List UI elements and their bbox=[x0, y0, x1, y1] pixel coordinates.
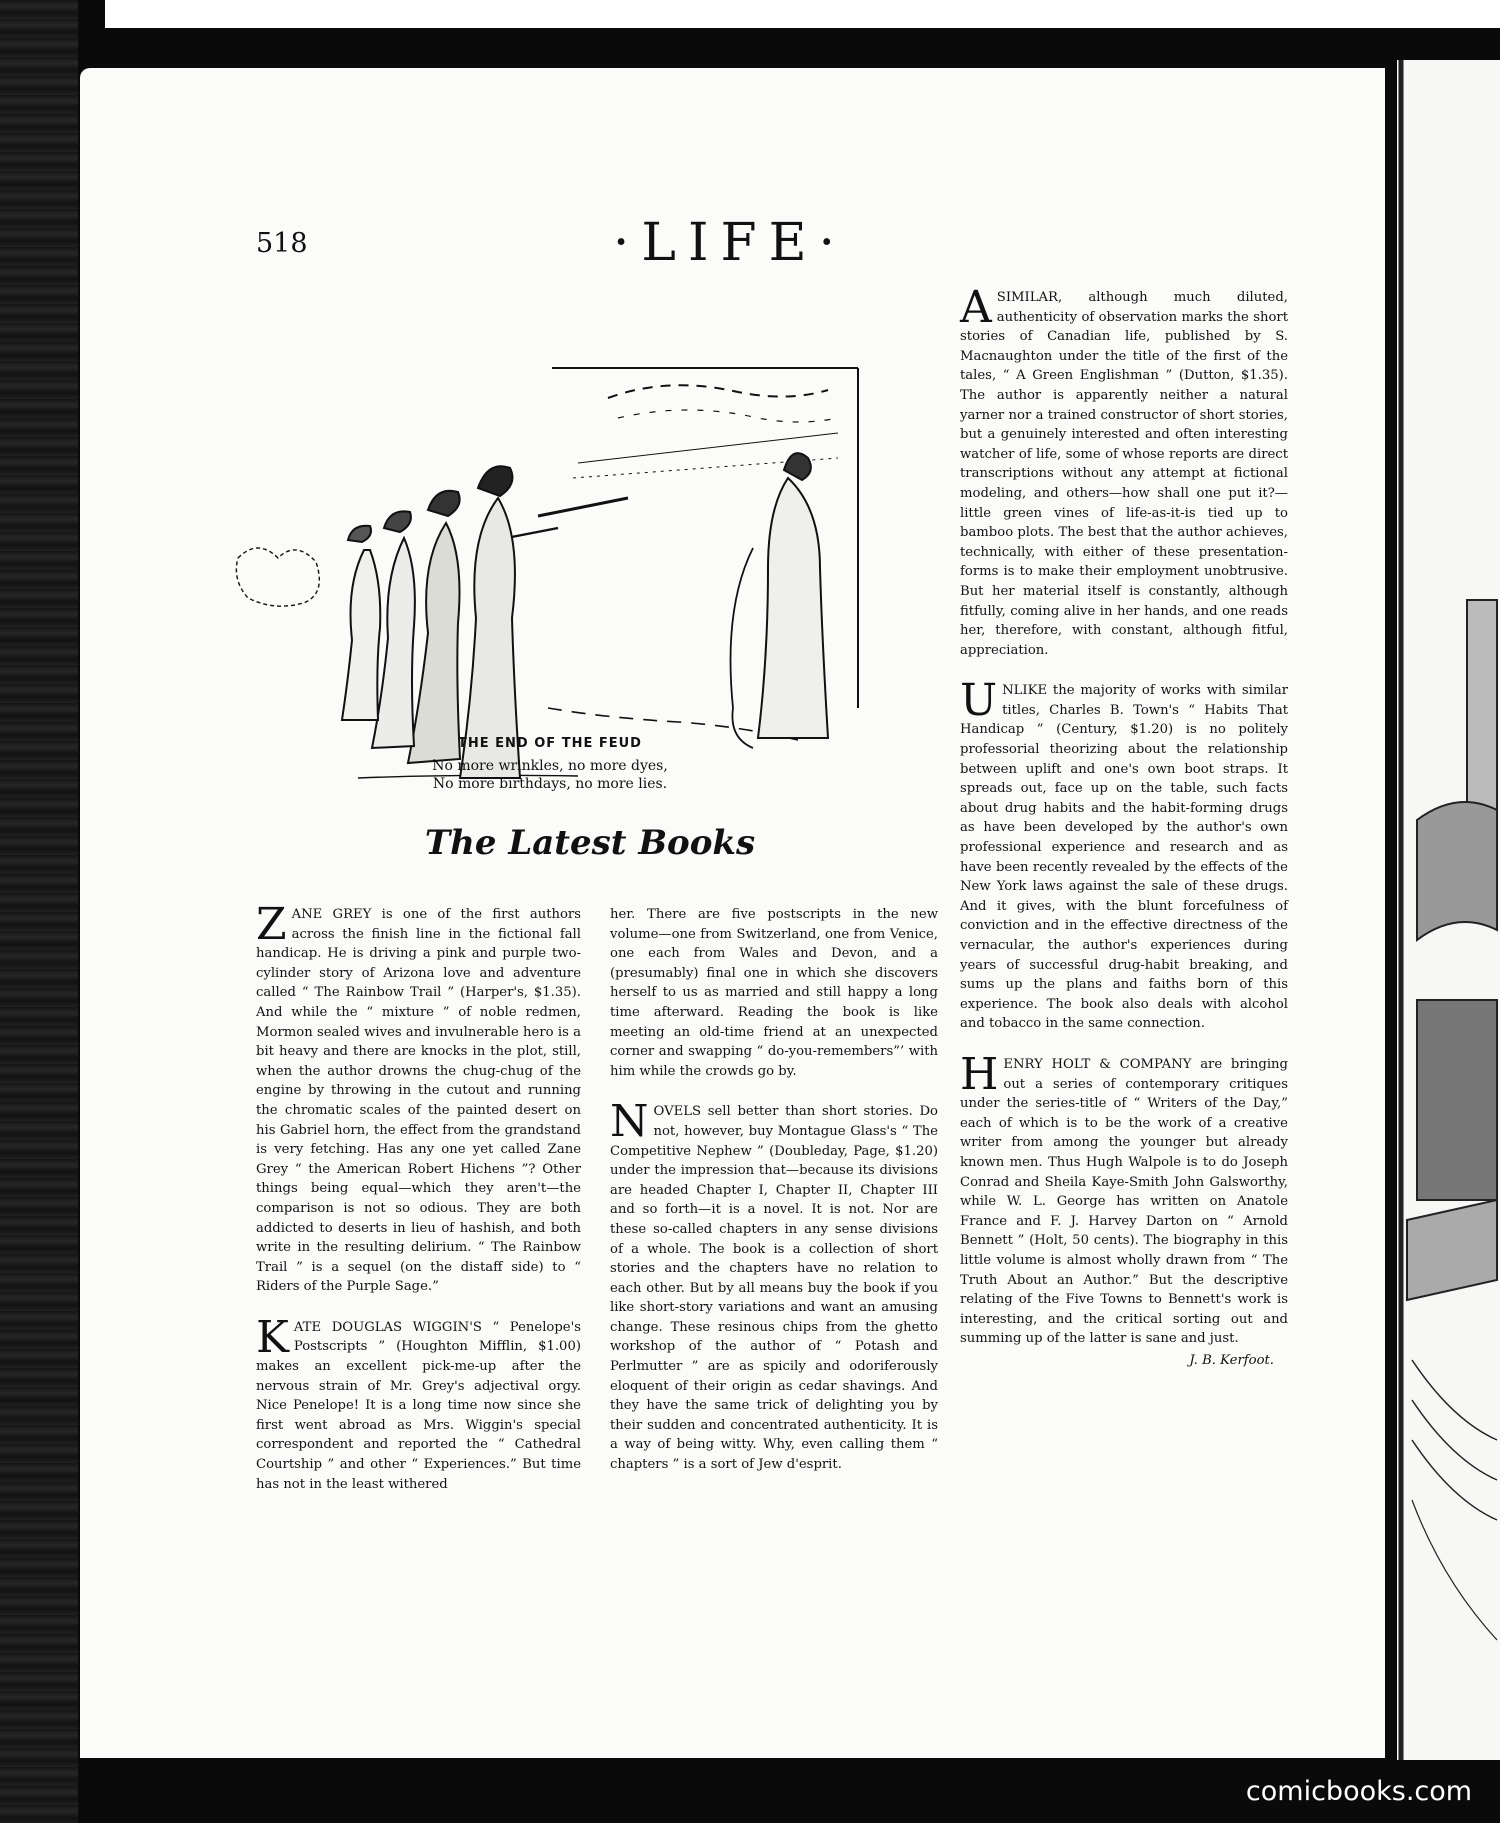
caption-line-2: No more birthdays, no more lies. bbox=[432, 776, 668, 792]
paragraph-postscripts bbox=[610, 905, 938, 1081]
facing-page-illustration bbox=[1397, 60, 1500, 1760]
paragraph-text: SIMILAR, although much diluted, authenticity of observation marks the short stories of Canadian life, published by S. Macnaughton under the title of the first of the tales, “ A Green Englishman ” (Dutton, $1.35). The author is apparently neither a natural yarner nor a trained constructor of short stories, but a genuinely interested and often interesting watcher of life, some of whose reports are direct transcriptions without any attempt at fictional modeling, and others—how shall one put it?—little green vines of life-as-it-is tied up to bamboo plots. The best that the author achieves, technically, with either of these presentation-forms is to make their employment unobtrusive. But her material itself is constantly, although fitfully, coming alive in her hands, and one reads her, therefore, with constant, although fitful, appreciation. bbox=[960, 290, 1288, 658]
paragraph-text: NLIKE the majority of works with similar titles, Charles B. Town's “ Habits That Handicap ” (Century, $1.20) is no politely professorial theorizing about the relationship between uplift and one's own boot straps. It spreads out, face up on the table, such facts about drug habits and the habit-forming drugs as have been developed by the author's own professional experience and research and as have been recently revealed by the effects of the New York laws against the sale of these drugs. And it gives, with the blunt forcefulness of conviction and in the effective directness of the vernacular, the author's experiences during years of successful drug-habit breaking, and sums up the plans and faiths born of this experience. The book also deals with alcohol and tobacco in the same connection. bbox=[960, 683, 1288, 1032]
drop-cap: U bbox=[960, 675, 998, 727]
article-title: The Latest Books bbox=[424, 823, 756, 863]
scan-top-strip bbox=[105, 0, 1500, 28]
magazine-page bbox=[80, 68, 1385, 1758]
paragraph-text: ENRY HOLT & COMPANY are bringing out a series of contemporary critiques under the series-title of “ Writers of the Day,” each of which is to be the work of a creative writer from among the younger but already known men. Thus Hugh Walpole is to do Joseph Conrad and Sheila Kaye-Smith John Galsworthy, while W. L. George has written on Anatole France and F. J. Harvey Darton on “ Arnold Bennett ” (Holt, 50 cents). The biography in this little volume is almost wholly drawn from “ The Truth About an Author.” But the descriptive relating of the Five Towns to Bennett's work is interesting, and the critical sorting out and summing up of the latter is sane and just. bbox=[960, 1056, 1288, 1347]
article-column-2 bbox=[610, 905, 938, 1496]
paragraph-henry-holt bbox=[960, 1048, 1288, 1349]
caption-line-1: No more wrinkles, no more dyes, bbox=[432, 758, 668, 774]
article-column-3 bbox=[960, 282, 1288, 1370]
paragraph-kate-wiggin bbox=[256, 1311, 581, 1494]
watermark: comicbooks.com bbox=[1245, 1776, 1473, 1807]
drop-cap: N bbox=[610, 1096, 649, 1148]
paragraph-habits-handicap bbox=[960, 675, 1288, 1034]
paragraph-novels bbox=[610, 1096, 938, 1474]
drop-cap: K bbox=[256, 1311, 289, 1363]
paragraph-text: ANE GREY is one of the first authors across the finish line in the fictional fall handicap. He is driving a pink and purple two-cylinder story of Arizona love and adventure called “ The Rainbow Trail ” (Harper's, $1.35). And while the “ mixture ” of noble redmen, Mormon sealed wives and invulnerable hero is a bit heavy and there are knocks in the plot, still, when the author drowns the chug-chug of the engine by throwing in the cutout and running the chromatic scales of the painted desert on his Gabriel horn, the effect from the grandstand is very fetching. Has any one yet called Zane Grey “ the American Robert Hichens ”? Other things being equal—which they aren't—the comparison is not so odious. They are both addicted to deserts in lieu of hashish, and both write in the resulting delirium. “ The Rainbow Trail ” is a sequel (on the distaff side) to “ Riders of the Purple Sage.” bbox=[256, 907, 581, 1295]
drop-cap: A bbox=[960, 282, 992, 333]
caption-title: THE END OF THE FEUD bbox=[458, 736, 642, 751]
paragraph-text: OVELS sell better than short stories. Do not, however, buy Montague Glass's “ The Competitive Nephew ” (Doubleday, Page, $1.20) under the impression that—because its divisions are headed Chapter I, Chapter II, Chapter III and so forth—it is a novel. It is not. Nor are these so-called chapters in any sense divisions of a whole. The book is a collection of short stories and the chapters have no relation to each other. But by all means buy the book if you like short-story variations and want an amusing change. These resinous chips from the ghetto workshop of the author of “ Potash and Perlmutter ” are as spicily and odoriferously eloquent of their origin as cedar shavings. And they have the same trick of delighting you by their sudden and concentrated authenticity. It is a way of being witty. Why, even calling them “ chapters ” is a sort of Jew d'esprit. bbox=[610, 1104, 938, 1473]
paragraph-zane-grey bbox=[256, 899, 581, 1297]
paragraph-text: her. There are five postscripts in the new volume—one from Switzerland, one from Venice, one each from Wales and Devon, and a (presumably) final one in which she discovers herself to us as married and still happy a long time afterward. Reading the book is like meeting an old-time friend at an unexpected corner and swapping “ do-you-remembers”’ with him while the crowds go by. bbox=[610, 907, 938, 1079]
feud-illustration bbox=[178, 288, 878, 808]
article-column-1 bbox=[256, 899, 581, 1515]
masthead: ·LIFE· bbox=[612, 213, 848, 273]
page-number: 518 bbox=[256, 228, 308, 259]
paragraph-text: ATE DOUGLAS WIGGIN'S “ Penelope's Postscripts ” (Houghton Mifflin, $1.00) makes an excellent pick-me-up after the nervous strain of Mr. Grey's adjectival orgy. Nice Penelope! It is a long time now since she first went abroad as Mrs. Wiggin's special correspondent and reported the “ Cathedral Courtship ” and other “ Experiences.” But time has not in the least withered bbox=[256, 1319, 581, 1492]
scan-edge bbox=[0, 0, 78, 1823]
drop-cap: Z bbox=[256, 899, 287, 950]
drop-cap: H bbox=[960, 1048, 999, 1100]
facing-page-edge bbox=[1397, 60, 1500, 1760]
author-signature: J. B. Kerfoot. bbox=[1189, 1352, 1274, 1368]
paragraph-green-englishman bbox=[960, 282, 1288, 660]
